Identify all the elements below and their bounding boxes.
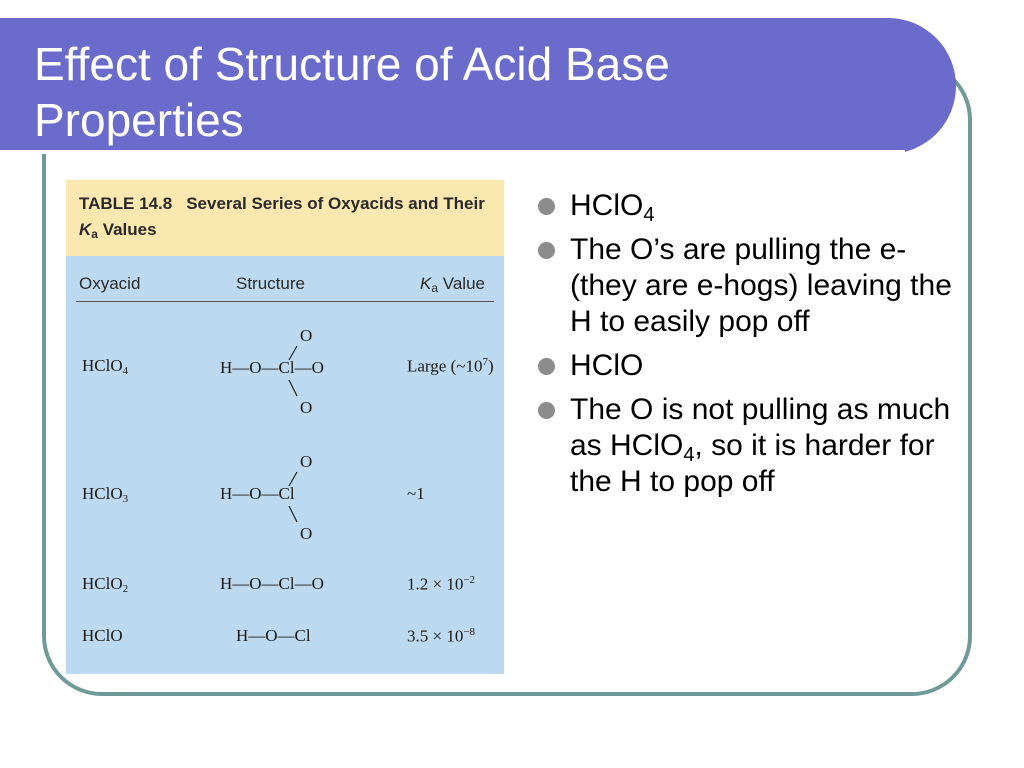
row2-structure-bonds	[220, 452, 340, 552]
row1-structure-bonds	[220, 326, 340, 426]
row1-ka: Large $(\sim 10^7)$	[407, 356, 494, 376]
title-underline	[0, 150, 905, 154]
slide-title-line2: Properties	[34, 94, 244, 146]
header-structure: Structure	[236, 274, 305, 293]
table-title-line1: Several Series of Oxyacids and Their	[186, 194, 485, 213]
row4-ka: $3.5 \times 10^{-8}$	[407, 626, 476, 646]
bullet-dot-icon	[538, 198, 555, 215]
table-caption-band	[66, 180, 504, 256]
header-rule	[76, 301, 494, 302]
row2-structure-bottom-o: O	[300, 524, 313, 543]
row4-acid: HClO	[82, 626, 123, 645]
row4-structure: H—O—Cl	[236, 626, 311, 645]
row3-ka: $1.2 \times 10^{-2}$	[407, 574, 476, 594]
bullet-dot-icon	[538, 402, 555, 419]
table-caption	[79, 191, 499, 243]
row2-structure-top-o: O	[300, 452, 313, 471]
header-ka-value: $K_a$ Value	[420, 274, 485, 295]
bullet-dot-icon	[538, 242, 555, 259]
slide-title	[34, 36, 934, 148]
table-title-line2: $K_a$ Values	[79, 220, 157, 241]
title-banner	[0, 18, 956, 154]
bullet-list	[532, 188, 952, 508]
slide-title-line1: Effect of Structure of Acid Base	[34, 38, 670, 90]
row1-structure-bottom-o: O	[300, 398, 313, 417]
row1-acid: HClO$_4$	[82, 356, 129, 377]
bullet-item: The O’s are pulling the e- (they are e-hogs) leaving the H to easily pop off	[532, 232, 952, 340]
row2-structure-main: H—O—Cl	[220, 484, 295, 503]
oxyacid-table	[66, 180, 504, 674]
bullet-item: The O is not pulling as much as HClO$_4$, so it is harder for the H to pop off	[532, 392, 952, 500]
bullet-dot-icon	[538, 358, 555, 375]
row3-structure: H—O—Cl—O	[220, 574, 324, 593]
row2-acid: HClO$_3$	[82, 484, 129, 505]
bullet-item: HClO$_4$	[532, 188, 952, 224]
bullet-item: HClO	[532, 348, 952, 384]
table-number: TABLE 14.8	[79, 194, 173, 213]
row3-acid: HClO$_2$	[82, 574, 129, 595]
row2-ka: ~1	[407, 484, 425, 503]
row1-structure-main: H—O—Cl—O	[220, 358, 324, 377]
row1-structure-top-o: O	[300, 326, 313, 345]
header-oxyacid: Oxyacid	[79, 274, 141, 293]
